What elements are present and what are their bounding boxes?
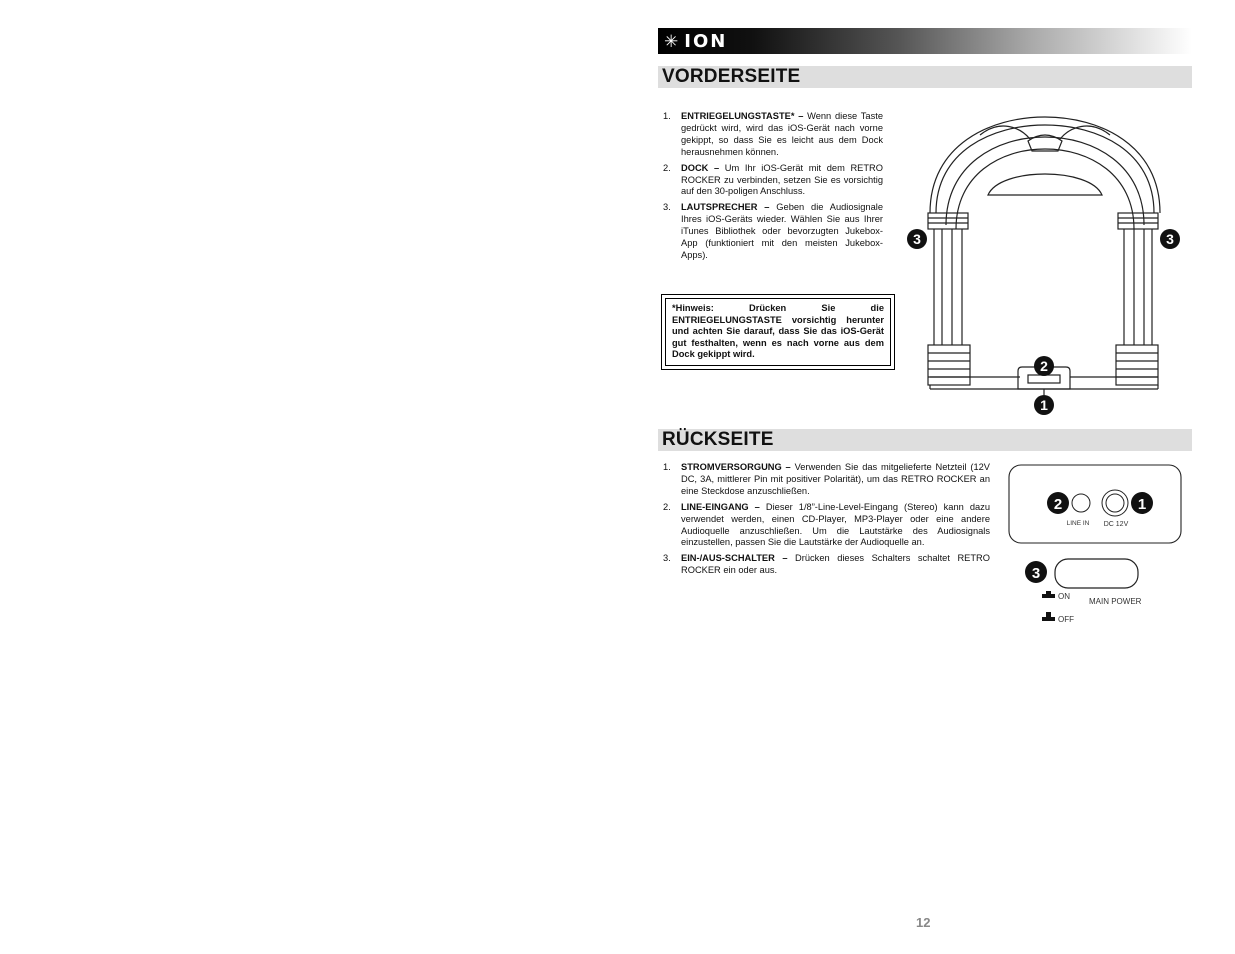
- main-power-switch[interactable]: [1055, 559, 1138, 588]
- item-number: 2.: [663, 501, 671, 512]
- item-term: LINE-EINGANG –: [681, 501, 760, 512]
- rear-section-heading: [658, 429, 1192, 451]
- item-term: LAUTSPRECHER –: [681, 202, 770, 213]
- callout-label: 1: [1040, 397, 1048, 413]
- rear-item-1: [661, 462, 990, 498]
- on-label: ON: [1058, 592, 1070, 601]
- note-text: *Hinweis: Drücken Sie die ENTRIEGELUNGSTASTE vorsichtig herunter und achten Sie darauf, dass Sie das iOS-Gerät gut festhalten, wenn es nach vorne aus dem Dock gekippt wird.: [665, 298, 891, 366]
- item-term: EIN-/AUS-SCHALTER –: [681, 553, 788, 564]
- item-term: ENTRIEGELUNGSTASTE* –: [681, 111, 804, 121]
- line-in-jack: [1072, 494, 1090, 512]
- callout-label: 2: [1040, 358, 1048, 374]
- off-symbol-icon: [1042, 612, 1055, 621]
- item-text: Um Ihr iOS-Gerät mit dem RETRO ROCKER zu verbinden, setzen Sie es vorsichtig auf den 30-poligen Anschluss.: [681, 162, 883, 197]
- callout-3-left: [907, 229, 927, 249]
- rear-item-2: [661, 502, 990, 550]
- item-number: 3.: [663, 553, 671, 564]
- connector-panel: [1009, 465, 1181, 543]
- callout-label: 3: [913, 231, 921, 247]
- rear-item-3: [661, 553, 990, 577]
- page-number: 12: [916, 915, 931, 930]
- front-heading-text: VORDERSEITE: [662, 66, 801, 87]
- item-number: 3.: [663, 202, 671, 213]
- callout-2: [1034, 356, 1054, 376]
- item-text: Wenn diese Taste gedrückt wird, wird das iOS-Gerät nach vorne gekippt, so dass Sie es leicht aus dem Dock herausnehmen können.: [681, 111, 883, 157]
- front-item-2: [661, 163, 883, 199]
- callout-1: [1034, 389, 1054, 415]
- item-number: 1.: [663, 111, 671, 121]
- item-text: Drücken dieses Schalters schaltet RETRO ROCKER ein oder aus.: [681, 553, 990, 576]
- front-section-heading: [658, 66, 1192, 88]
- callout-label: 3: [1166, 231, 1174, 247]
- callout-label: 3: [1031, 565, 1041, 582]
- rear-heading-text: RÜCKSEITE: [662, 429, 774, 450]
- note-box: [661, 294, 895, 370]
- rear-callout-2: [1047, 492, 1069, 514]
- item-number: 2.: [663, 162, 671, 173]
- star-icon: ✳: [664, 32, 681, 52]
- callout-label: 2: [1053, 496, 1063, 513]
- front-item-1: [661, 111, 883, 159]
- rear-callout-1: [1131, 492, 1153, 514]
- main-power-label: MAIN POWER: [1089, 597, 1142, 606]
- line-in-label: LINE IN: [1066, 520, 1090, 527]
- item-text: Verwenden Sie das mitgelieferte Netzteil (12V DC, 3A, mittlerer Pin mit positiver Polarität), um das RETRO ROCKER an eine Steckdose anzuschließen.: [681, 462, 990, 496]
- item-text: Dieser 1/8”-Line-Level-Eingang (Stereo) kann dazu verwendet werden, einen CD-Player, MP3-Player oder eine andere Audioquelle anzuschließen. Um die Lautstärke des Audiosignals einzustellen, passen Sie die Lautstärke der Audioquelle an.: [681, 501, 990, 548]
- front-item-list: [661, 111, 883, 266]
- rear-panel-illustration: [1005, 462, 1187, 628]
- rear-callout-3: [1025, 561, 1047, 583]
- ion-logo-text: ION: [684, 31, 728, 52]
- rear-item-list: [661, 462, 990, 581]
- item-term: STROMVERSORGUNG –: [681, 462, 791, 472]
- item-term: DOCK –: [681, 162, 720, 173]
- callout-label: 1: [1137, 496, 1147, 513]
- on-symbol-icon: [1042, 591, 1055, 598]
- off-label: OFF: [1058, 615, 1074, 624]
- front-item-3: [661, 202, 883, 262]
- jukebox-front-illustration: [900, 105, 1190, 420]
- callout-3-right: [1160, 229, 1180, 249]
- brand-bar: [658, 28, 1192, 54]
- item-text: Geben die Audiosignale Ihres iOS-Geräts wieder. Wählen Sie aus Ihrer iTunes Bibliothek oder bevorzugten Jukebox-App (funktioniert mit den meisten Jukebox-Apps).: [681, 202, 883, 260]
- ion-logo: [664, 31, 727, 52]
- item-number: 1.: [663, 462, 671, 472]
- dc-label: DC 12V: [1103, 521, 1129, 528]
